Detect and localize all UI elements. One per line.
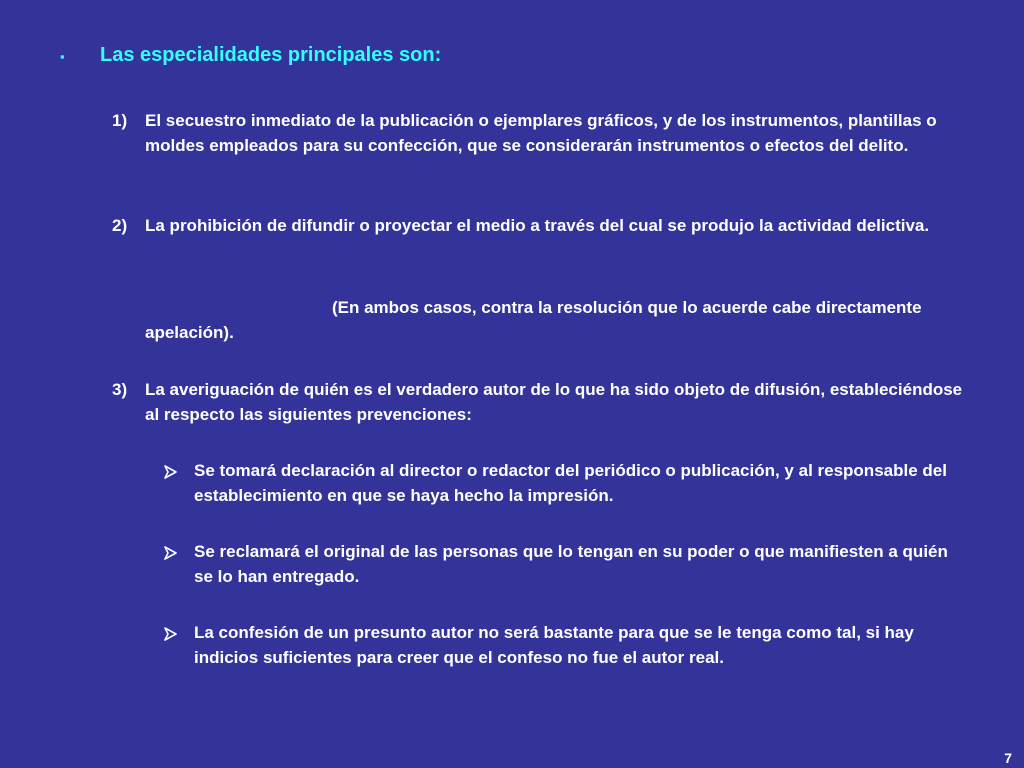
page-number: 7 [1004,750,1012,766]
list-item-1 [112,108,972,158]
item-number: 2) [112,216,128,235]
sub-list-item-3 [164,620,964,670]
item-text: La averiguación de quién es el verdadero autor de lo que ha sido objeto de difusión, estableciéndose al respecto las siguientes prevenciones: [145,380,963,424]
list-item-3 [112,377,972,427]
sub-item-text: La confesión de un presunto autor no será bastante para que se le tenga como tal, si hay indicios suficientes para creer que el confeso no fue el autor real. [194,623,914,667]
arrow-bullet-icon [164,546,177,560]
sub-list-item-2 [164,539,964,589]
item-text: El secuestro inmediato de la publicación o ejemplares gráficos, y de los instrumentos, plantillas o moldes empleados para su confección, que se considerarán instrumentos o efectos del delito. [145,111,937,155]
sub-item-text: Se reclamará el original de las personas que lo tengan en su poder o que manifiesten a quién se lo han entregado. [194,542,948,586]
arrow-bullet-icon [164,465,177,479]
item-number: 3) [112,380,128,399]
item-number: 1) [112,111,128,130]
arrow-bullet-icon [164,627,177,641]
note-text: (En ambos casos, contra la resolución que lo acuerde cabe directamente apelación). [145,298,922,342]
square-bullet-icon: ▪ [60,49,65,64]
note-paragraph [145,295,945,345]
slide-heading [60,44,960,67]
sub-list-item-1 [164,458,964,508]
sub-item-bullet [164,620,194,670]
sub-item-bullet [164,539,194,589]
list-item-2 [112,213,972,238]
item-text: La prohibición de difundir o proyectar el medio a través del cual se produjo la actividad delictiva. [145,216,930,235]
sub-item-bullet [164,458,194,508]
heading-text: Las especialidades principales son: [100,44,442,66]
sub-item-text: Se tomará declaración al director o redactor del periódico o publicación, y al responsable del establecimiento en que se haya hecho la impresión. [194,461,947,505]
